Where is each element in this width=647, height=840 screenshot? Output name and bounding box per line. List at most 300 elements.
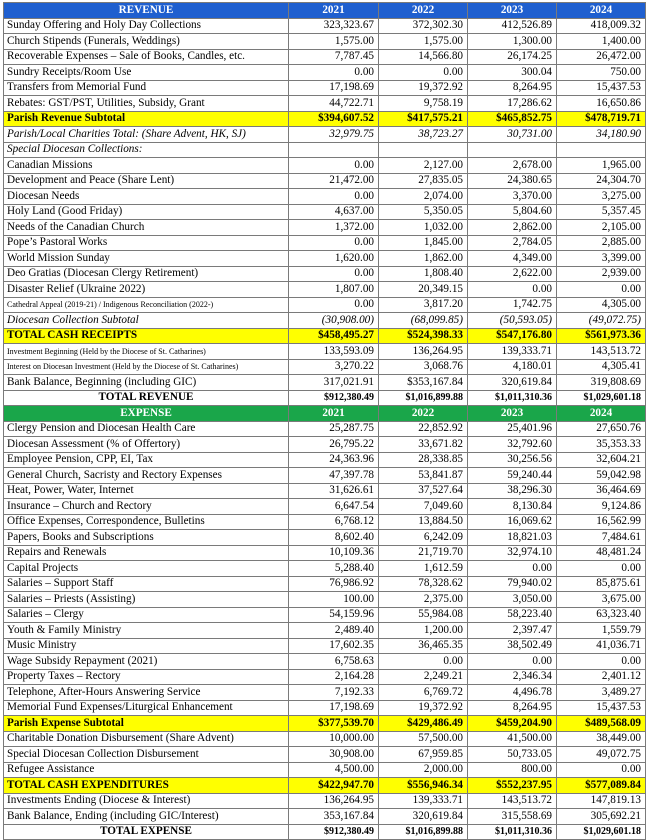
- row-label: Diocesan Needs: [4, 189, 289, 205]
- amount-cell: 38,502.49: [468, 638, 557, 654]
- row-label: Music Ministry: [4, 638, 289, 654]
- amount-cell: 5,357.45: [557, 204, 646, 220]
- amount-cell: $465,852.75: [468, 111, 557, 127]
- row-label: TOTAL CASH EXPENDITURES: [4, 778, 289, 794]
- revenue-row-diocesan-needs: [4, 189, 646, 205]
- amount-cell: 143,513.72: [468, 793, 557, 809]
- expense-year-header: 2022: [379, 406, 468, 422]
- amount-cell: 2,678.00: [468, 158, 557, 174]
- amount-cell: 0.00: [289, 65, 379, 81]
- expense-row-heat-power-water-internet: [4, 483, 646, 499]
- expense-year-header: 2023: [468, 406, 557, 422]
- revenue-year-header: 2024: [557, 3, 646, 19]
- amount-cell: 24,380.65: [468, 173, 557, 189]
- expense-row-general-church-sacristy-and-rectory-expe: [4, 468, 646, 484]
- amount-cell: $556,946.34: [379, 778, 468, 794]
- amount-cell: 25,401.96: [468, 421, 557, 437]
- expense-row-bank-balance-ending-including-gic-intere: [4, 809, 646, 825]
- amount-cell: 6,647.54: [289, 499, 379, 515]
- amount-cell: 8,130.84: [468, 499, 557, 515]
- row-label: Repairs and Renewals: [4, 545, 289, 561]
- amount-cell: 30,256.56: [468, 452, 557, 468]
- amount-cell: 17,198.69: [289, 700, 379, 716]
- row-label: Salaries – Support Staff: [4, 576, 289, 592]
- amount-cell: $561,973.36: [557, 328, 646, 344]
- revenue-row-development-and-peace-share-lent: [4, 173, 646, 189]
- revenue-row-church-stipends-funerals-weddings: [4, 34, 646, 50]
- amount-cell: 0.00: [557, 762, 646, 778]
- amount-cell: 1,400.00: [557, 34, 646, 50]
- amount-cell: 139,333.71: [468, 344, 557, 360]
- amount-cell: 0.00: [557, 654, 646, 670]
- revenue-row-needs-of-the-canadian-church: [4, 220, 646, 236]
- amount-cell: 5,288.40: [289, 561, 379, 577]
- row-label: Clergy Pension and Diocesan Health Care: [4, 421, 289, 437]
- expense-row-repairs-and-renewals: [4, 545, 646, 561]
- amount-cell: $912,380.49: [289, 824, 379, 840]
- amount-cell: 76,986.92: [289, 576, 379, 592]
- row-label: Church Stipends (Funerals, Weddings): [4, 34, 289, 50]
- amount-cell: 50,733.05: [468, 747, 557, 763]
- expense-row-investments-ending-diocese-interest: [4, 793, 646, 809]
- amount-cell: 49,072.75: [557, 747, 646, 763]
- amount-cell: 24,363.96: [289, 452, 379, 468]
- amount-cell: $1,029,601.18: [557, 390, 646, 406]
- amount-cell: 412,526.89: [468, 18, 557, 34]
- revenue-row-disaster-relief-ukraine-2022: [4, 282, 646, 298]
- row-label: Cathedral Appeal (2019-21) / Indigenous Reconciliation (2022-): [4, 297, 289, 313]
- amount-cell: $394,607.52: [289, 111, 379, 127]
- amount-cell: 320,619.84: [468, 375, 557, 391]
- expense-row-youth-family-ministry: [4, 623, 646, 639]
- amount-cell: 28,338.85: [379, 452, 468, 468]
- revenue-row-total-cash-receipts: [4, 328, 646, 344]
- amount-cell: 750.00: [557, 65, 646, 81]
- revenue-row-interest-on-diocesan-investment-held-by-: [4, 359, 646, 375]
- revenue-row-bank-balance-beginning-including-gic: [4, 375, 646, 391]
- row-label: Diocesan Collection Subtotal: [4, 313, 289, 329]
- amount-cell: $912,380.49: [289, 390, 379, 406]
- amount-cell: 78,328.62: [379, 576, 468, 592]
- revenue-row-parish-revenue-subtotal: [4, 111, 646, 127]
- amount-cell: 26,472.00: [557, 49, 646, 65]
- revenue-row-recoverable-expenses-sale-of-books-candl: [4, 49, 646, 65]
- expense-row-diocesan-assessment-of-offertory: [4, 437, 646, 453]
- amount-cell: 3,275.00: [557, 189, 646, 205]
- amount-cell: 30,731.00: [468, 127, 557, 143]
- amount-cell: 7,787.45: [289, 49, 379, 65]
- amount-cell: 0.00: [289, 158, 379, 174]
- amount-cell: 24,304.70: [557, 173, 646, 189]
- amount-cell: 2,346.34: [468, 669, 557, 685]
- amount-cell: 1,200.00: [379, 623, 468, 639]
- amount-cell: 47,397.78: [289, 468, 379, 484]
- amount-cell: 10,000.00: [289, 731, 379, 747]
- row-label: Investments Ending (Diocese & Interest): [4, 793, 289, 809]
- row-label: Holy Land (Good Friday): [4, 204, 289, 220]
- amount-cell: 17,286.62: [468, 96, 557, 112]
- row-label: Salaries – Priests (Assisting): [4, 592, 289, 608]
- expense-section-title: EXPENSE: [4, 406, 289, 422]
- amount-cell: 18,821.03: [468, 530, 557, 546]
- amount-cell: 27,650.76: [557, 421, 646, 437]
- amount-cell: 16,562.99: [557, 514, 646, 530]
- amount-cell: 0.00: [289, 235, 379, 251]
- amount-cell: 0.00: [379, 654, 468, 670]
- amount-cell: 8,264.95: [468, 700, 557, 716]
- revenue-row-rebates-gst-pst-utilities-subsidy-grant: [4, 96, 646, 112]
- row-label: Salaries – Clergy: [4, 607, 289, 623]
- revenue-section-title: REVENUE: [4, 3, 289, 19]
- amount-cell: 37,527.64: [379, 483, 468, 499]
- row-label: Charitable Donation Disbursement (Share Advent): [4, 731, 289, 747]
- amount-cell: 32,604.21: [557, 452, 646, 468]
- amount-cell: 5,350.05: [379, 204, 468, 220]
- amount-cell: $353,167.84: [379, 375, 468, 391]
- amount-cell: 26,174.25: [468, 49, 557, 65]
- amount-cell: 1,559.79: [557, 623, 646, 639]
- expense-row-salaries-priests-assisting: [4, 592, 646, 608]
- amount-cell: 4,305.00: [557, 297, 646, 313]
- amount-cell: 2,622.00: [468, 266, 557, 282]
- amount-cell: 31,626.61: [289, 483, 379, 499]
- row-label: Heat, Power, Water, Internet: [4, 483, 289, 499]
- amount-cell: 2,249.21: [379, 669, 468, 685]
- amount-cell: 1,612.59: [379, 561, 468, 577]
- amount-cell: $577,089.84: [557, 778, 646, 794]
- row-label: Capital Projects: [4, 561, 289, 577]
- expense-row-refugee-assistance: [4, 762, 646, 778]
- expense-row-charitable-donation-disbursement-share-a: [4, 731, 646, 747]
- revenue-header-row: [4, 3, 646, 19]
- amount-cell: 418,009.32: [557, 18, 646, 34]
- amount-cell: 2,000.00: [379, 762, 468, 778]
- revenue-row-special-diocesan-collections: [4, 142, 646, 158]
- amount-cell: 2,375.00: [379, 592, 468, 608]
- amount-cell: 4,496.78: [468, 685, 557, 701]
- revenue-row-total-revenue: [4, 390, 646, 406]
- row-label: Bank Balance, Beginning (including GIC): [4, 375, 289, 391]
- row-label: World Mission Sunday: [4, 251, 289, 267]
- amount-cell: 4,637.00: [289, 204, 379, 220]
- amount-cell: 32,979.75: [289, 127, 379, 143]
- row-label: Telephone, After-Hours Answering Service: [4, 685, 289, 701]
- amount-cell: 36,464.69: [557, 483, 646, 499]
- amount-cell: 36,465.35: [379, 638, 468, 654]
- row-label: Development and Peace (Share Lent): [4, 173, 289, 189]
- amount-cell: 3,050.00: [468, 592, 557, 608]
- row-label: Deo Gratias (Diocesan Clergy Retirement): [4, 266, 289, 282]
- amount-cell: 15,437.53: [557, 80, 646, 96]
- amount-cell: $1,016,899.88: [379, 390, 468, 406]
- amount-cell: 35,353.33: [557, 437, 646, 453]
- amount-cell: [557, 142, 646, 158]
- amount-cell: 30,908.00: [289, 747, 379, 763]
- row-label: Special Diocesan Collections:: [4, 142, 289, 158]
- amount-cell: 38,449.00: [557, 731, 646, 747]
- row-label: Memorial Fund Expenses/Liturgical Enhancement: [4, 700, 289, 716]
- amount-cell: 4,349.00: [468, 251, 557, 267]
- row-label: Recoverable Expenses – Sale of Books, Candles, etc.: [4, 49, 289, 65]
- row-label: Property Taxes – Rectory: [4, 669, 289, 685]
- expense-year-header: 2024: [557, 406, 646, 422]
- amount-cell: 2,074.00: [379, 189, 468, 205]
- amount-cell: $429,486.49: [379, 716, 468, 732]
- row-label: Employee Pension, CPP, EI, Tax: [4, 452, 289, 468]
- amount-cell: 9,758.19: [379, 96, 468, 112]
- row-label: Refugee Assistance: [4, 762, 289, 778]
- row-label: Special Diocesan Collection Disbursement: [4, 747, 289, 763]
- amount-cell: 317,021.91: [289, 375, 379, 391]
- amount-cell: $478,719.71: [557, 111, 646, 127]
- amount-cell: 320,619.84: [379, 809, 468, 825]
- budget-table: [3, 2, 646, 840]
- amount-cell: 8,602.40: [289, 530, 379, 546]
- amount-cell: 353,167.84: [289, 809, 379, 825]
- amount-cell: 26,795.22: [289, 437, 379, 453]
- amount-cell: 3,270.22: [289, 359, 379, 375]
- amount-cell: $422,947.70: [289, 778, 379, 794]
- amount-cell: 19,372.92: [379, 80, 468, 96]
- amount-cell: 54,159.96: [289, 607, 379, 623]
- row-label: TOTAL EXPENSE: [4, 824, 289, 840]
- amount-cell: 32,792.60: [468, 437, 557, 453]
- expense-row-papers-books-and-subscriptions: [4, 530, 646, 546]
- expense-header-row: [4, 406, 646, 422]
- amount-cell: 0.00: [289, 297, 379, 313]
- amount-cell: 0.00: [557, 282, 646, 298]
- expense-row-insurance-church-and-rectory: [4, 499, 646, 515]
- revenue-row-deo-gratias-diocesan-clergy-retirement: [4, 266, 646, 282]
- amount-cell: 133,593.09: [289, 344, 379, 360]
- amount-cell: 22,852.92: [379, 421, 468, 437]
- expense-row-capital-projects: [4, 561, 646, 577]
- row-label: Sunday Offering and Holy Day Collections: [4, 18, 289, 34]
- amount-cell: 2,939.00: [557, 266, 646, 282]
- revenue-row-sunday-offering-and-holy-day-collections: [4, 18, 646, 34]
- amount-cell: 1,575.00: [289, 34, 379, 50]
- amount-cell: 41,036.71: [557, 638, 646, 654]
- expense-row-wage-subsidy-repayment-2021: [4, 654, 646, 670]
- amount-cell: $524,398.33: [379, 328, 468, 344]
- amount-cell: 323,323.67: [289, 18, 379, 34]
- amount-cell: 44,722.71: [289, 96, 379, 112]
- amount-cell: 319,808.69: [557, 375, 646, 391]
- amount-cell: 7,484.61: [557, 530, 646, 546]
- amount-cell: 55,984.08: [379, 607, 468, 623]
- row-label: Transfers from Memorial Fund: [4, 80, 289, 96]
- amount-cell: 0.00: [468, 561, 557, 577]
- amount-cell: $417,575.21: [379, 111, 468, 127]
- amount-cell: 17,198.69: [289, 80, 379, 96]
- amount-cell: 2,784.05: [468, 235, 557, 251]
- amount-cell: 136,264.95: [289, 793, 379, 809]
- amount-cell: 67,959.85: [379, 747, 468, 763]
- expense-row-memorial-fund-expenses-liturgical-enhanc: [4, 700, 646, 716]
- row-label: Wage Subsidy Repayment (2021): [4, 654, 289, 670]
- amount-cell: 2,401.12: [557, 669, 646, 685]
- amount-cell: $547,176.80: [468, 328, 557, 344]
- amount-cell: [468, 142, 557, 158]
- amount-cell: $489,568.09: [557, 716, 646, 732]
- revenue-row-investment-beginning-held-by-the-diocese: [4, 344, 646, 360]
- amount-cell: 0.00: [468, 654, 557, 670]
- amount-cell: 1,372.00: [289, 220, 379, 236]
- amount-cell: 0.00: [289, 189, 379, 205]
- amount-cell: 32,974.10: [468, 545, 557, 561]
- amount-cell: 139,333.71: [379, 793, 468, 809]
- amount-cell: 0.00: [289, 266, 379, 282]
- amount-cell: (68,099.85): [379, 313, 468, 329]
- row-label: Pope’s Pastoral Works: [4, 235, 289, 251]
- amount-cell: 0.00: [379, 65, 468, 81]
- amount-cell: 33,671.82: [379, 437, 468, 453]
- row-label: Disaster Relief (Ukraine 2022): [4, 282, 289, 298]
- row-label: TOTAL CASH RECEIPTS: [4, 328, 289, 344]
- amount-cell: 57,500.00: [379, 731, 468, 747]
- amount-cell: 1,807.00: [289, 282, 379, 298]
- amount-cell: 2,127.00: [379, 158, 468, 174]
- amount-cell: 143,513.72: [557, 344, 646, 360]
- amount-cell: 58,223.40: [468, 607, 557, 623]
- revenue-year-header: 2021: [289, 3, 379, 19]
- amount-cell: 1,808.40: [379, 266, 468, 282]
- amount-cell: 7,049.60: [379, 499, 468, 515]
- amount-cell: 2,397.47: [468, 623, 557, 639]
- amount-cell: 59,240.44: [468, 468, 557, 484]
- amount-cell: [379, 142, 468, 158]
- revenue-row-world-mission-sunday: [4, 251, 646, 267]
- row-label: Canadian Missions: [4, 158, 289, 174]
- amount-cell: 59,042.98: [557, 468, 646, 484]
- row-label: Parish Revenue Subtotal: [4, 111, 289, 127]
- row-label: Diocesan Assessment (% of Offertory): [4, 437, 289, 453]
- amount-cell: 15,437.53: [557, 700, 646, 716]
- amount-cell: 2,885.00: [557, 235, 646, 251]
- amount-cell: 6,768.12: [289, 514, 379, 530]
- amount-cell: 0.00: [557, 561, 646, 577]
- expense-row-total-cash-expenditures: [4, 778, 646, 794]
- row-label: Papers, Books and Subscriptions: [4, 530, 289, 546]
- amount-cell: 27,835.05: [379, 173, 468, 189]
- amount-cell: $458,495.27: [289, 328, 379, 344]
- amount-cell: 34,180.90: [557, 127, 646, 143]
- expense-row-employee-pension-cpp-ei-tax: [4, 452, 646, 468]
- amount-cell: 20,349.15: [379, 282, 468, 298]
- amount-cell: (30,908.00): [289, 313, 379, 329]
- amount-cell: 85,875.61: [557, 576, 646, 592]
- row-label: Office Expenses, Correspondence, Bulletins: [4, 514, 289, 530]
- amount-cell: $459,204.90: [468, 716, 557, 732]
- amount-cell: 1,965.00: [557, 158, 646, 174]
- amount-cell: 3,399.00: [557, 251, 646, 267]
- amount-cell: $1,011,310.36: [468, 824, 557, 840]
- revenue-row-sundry-receipts-room-use: [4, 65, 646, 81]
- amount-cell: 14,566.80: [379, 49, 468, 65]
- row-label: Parish/Local Charities Total: (Share Advent, HK, SJ): [4, 127, 289, 143]
- amount-cell: 21,719.70: [379, 545, 468, 561]
- expense-row-property-taxes-rectory: [4, 669, 646, 685]
- row-label: Youth & Family Ministry: [4, 623, 289, 639]
- row-label: Bank Balance, Ending (including GIC/Interest): [4, 809, 289, 825]
- amount-cell: 16,650.86: [557, 96, 646, 112]
- amount-cell: 21,472.00: [289, 173, 379, 189]
- amount-cell: [289, 142, 379, 158]
- revenue-row-parish-local-charities-total-share-adven: [4, 127, 646, 143]
- row-label: Interest on Diocesan Investment (Held by the Diocese of St. Catharines): [4, 359, 289, 375]
- expense-row-telephone-after-hours-answering-service: [4, 685, 646, 701]
- row-label: Investment Beginning (Held by the Diocese of St. Catharines): [4, 344, 289, 360]
- amount-cell: 2,164.28: [289, 669, 379, 685]
- amount-cell: 3,817.20: [379, 297, 468, 313]
- amount-cell: 2,862.00: [468, 220, 557, 236]
- amount-cell: 16,069.62: [468, 514, 557, 530]
- amount-cell: 3,068.76: [379, 359, 468, 375]
- expense-row-office-expenses-correspondence-bulletins: [4, 514, 646, 530]
- expense-row-clergy-pension-and-diocesan-health-care: [4, 421, 646, 437]
- amount-cell: 63,323.40: [557, 607, 646, 623]
- amount-cell: 4,180.01: [468, 359, 557, 375]
- amount-cell: 2,489.40: [289, 623, 379, 639]
- amount-cell: 1,032.00: [379, 220, 468, 236]
- amount-cell: 315,558.69: [468, 809, 557, 825]
- amount-cell: 3,675.00: [557, 592, 646, 608]
- amount-cell: $1,016,899.88: [379, 824, 468, 840]
- expense-year-header: 2021: [289, 406, 379, 422]
- amount-cell: 4,305.41: [557, 359, 646, 375]
- amount-cell: 6,769.72: [379, 685, 468, 701]
- row-label: General Church, Sacristy and Rectory Expenses: [4, 468, 289, 484]
- amount-cell: 6,758.63: [289, 654, 379, 670]
- amount-cell: $377,539.70: [289, 716, 379, 732]
- amount-cell: 0.00: [468, 282, 557, 298]
- revenue-row-canadian-missions: [4, 158, 646, 174]
- row-label: Rebates: GST/PST, Utilities, Subsidy, Grant: [4, 96, 289, 112]
- amount-cell: 3,489.27: [557, 685, 646, 701]
- amount-cell: 3,370.00: [468, 189, 557, 205]
- revenue-row-cathedral-appeal-2019-21-indigenous-reco: [4, 297, 646, 313]
- amount-cell: 7,192.33: [289, 685, 379, 701]
- amount-cell: 1,300.00: [468, 34, 557, 50]
- amount-cell: 305,692.21: [557, 809, 646, 825]
- row-label: Needs of the Canadian Church: [4, 220, 289, 236]
- amount-cell: 13,884.50: [379, 514, 468, 530]
- amount-cell: 41,500.00: [468, 731, 557, 747]
- revenue-row-transfers-from-memorial-fund: [4, 80, 646, 96]
- amount-cell: 19,372.92: [379, 700, 468, 716]
- amount-cell: 372,302.30: [379, 18, 468, 34]
- expense-row-special-diocesan-collection-disbursement: [4, 747, 646, 763]
- revenue-year-header: 2023: [468, 3, 557, 19]
- amount-cell: 1,845.00: [379, 235, 468, 251]
- expense-row-total-expense: [4, 824, 646, 840]
- revenue-row-diocesan-collection-subtotal: [4, 313, 646, 329]
- amount-cell: 1,620.00: [289, 251, 379, 267]
- amount-cell: 38,723.27: [379, 127, 468, 143]
- row-label: Insurance – Church and Rectory: [4, 499, 289, 515]
- amount-cell: 300.04: [468, 65, 557, 81]
- amount-cell: (50,593.05): [468, 313, 557, 329]
- amount-cell: 53,841.87: [379, 468, 468, 484]
- amount-cell: 79,940.02: [468, 576, 557, 592]
- amount-cell: 800.00: [468, 762, 557, 778]
- revenue-year-header: 2022: [379, 3, 468, 19]
- amount-cell: 8,264.95: [468, 80, 557, 96]
- amount-cell: $552,237.95: [468, 778, 557, 794]
- revenue-row-holy-land-good-friday: [4, 204, 646, 220]
- amount-cell: 2,105.00: [557, 220, 646, 236]
- expense-row-music-ministry: [4, 638, 646, 654]
